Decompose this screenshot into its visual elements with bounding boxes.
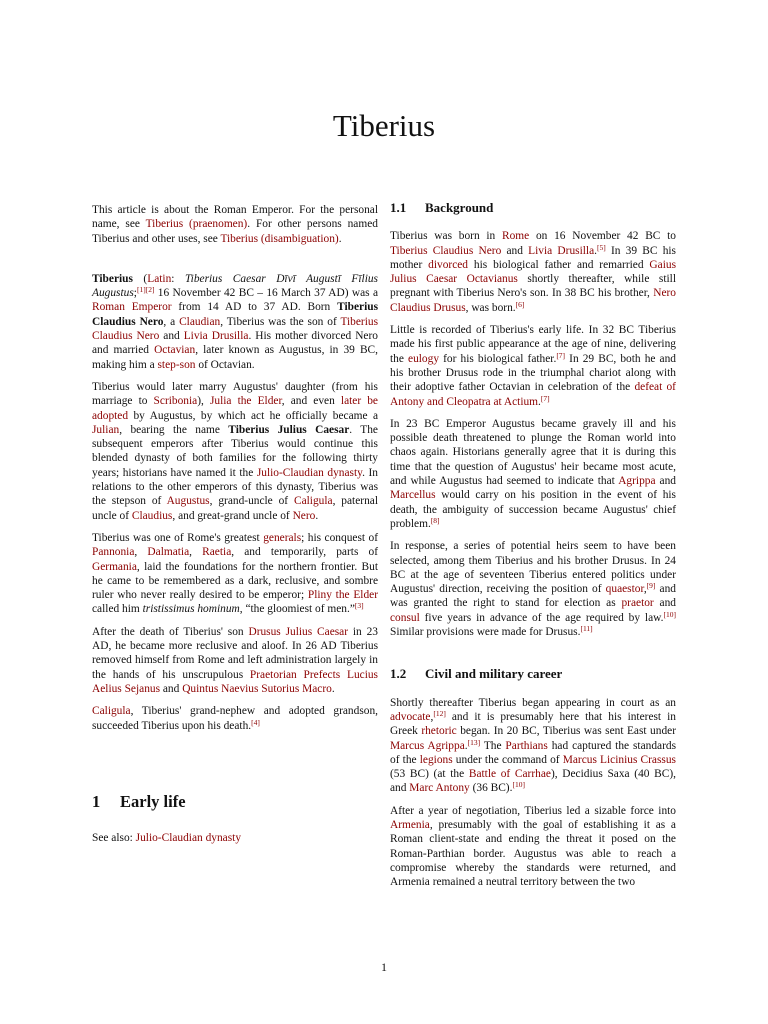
citation-link[interactable]: [4] [251,717,260,727]
text-run: ; [133,287,137,300]
text-run: , laid the foundations for the northern frontier. But he came to be remembered as a dark, reclusive, and sombre ruler who never really desired to be emperor; [92,560,378,602]
text-run: In response, a series of potential heirs seem to have been selected, among them Tiberius and his brother Drusus. In 24 BC at the age of seventeen Tiberius entered politics under Augustus' direction, receiving the position of [390,540,676,596]
section-number: 1 [92,791,101,811]
hatnote [92,203,378,246]
text-run: . For other persons named Tiberius and other uses, see [92,218,378,245]
wiki-link[interactable]: Claudian [179,315,221,328]
wiki-link[interactable]: Gaius Julius Caesar Octavianus [390,258,676,286]
wiki-link[interactable]: divorced [428,258,469,271]
citation-link[interactable]: [11] [580,624,593,634]
body-paragraph [390,417,676,531]
wiki-link[interactable]: Roman Emperor [92,301,172,314]
text-run: ), Decidius Saxa (40 BC), and [390,768,676,795]
wiki-link[interactable]: step-son [157,358,196,371]
text-run: . [331,682,335,695]
citation-link[interactable]: [1] [136,285,146,295]
text-run: After the death of Tiberius' son [92,625,249,638]
text-run: . [594,244,597,257]
text-run: , paternal uncle of [92,495,378,522]
text-run: and [160,682,183,695]
text-run: See also: [92,832,136,845]
text-run: Similar provisions were made for Drusus. [390,626,581,639]
wiki-link[interactable]: Julio-Claudian dynasty [256,466,363,479]
text-run: , was born. [465,301,516,314]
text-run: . [538,395,541,408]
citation-link[interactable]: [2] [145,285,155,295]
wiki-link[interactable]: eulogy [408,352,440,365]
text-run: his biological father and remarried [468,258,650,271]
body-paragraph [92,531,378,617]
text-run: Tiberius was born in [390,230,502,243]
text-run: ; his conquest of [301,531,379,544]
wiki-link[interactable]: Claudius [131,509,173,522]
text-run: In 39 BC his mother [390,244,676,271]
body-paragraph [390,539,676,639]
wiki-link[interactable]: Octavian [154,344,196,357]
page-title: Tiberius [332,108,436,143]
text-run: Shortly thereafter Tiberius began appearing in court as an [390,696,676,709]
wiki-link[interactable]: Marc Antony [409,782,470,795]
right-column [390,201,676,897]
text-run: , [189,546,203,559]
text-run: , bearing the name [119,423,229,436]
wiki-link[interactable]: Tiberius (disambiguation) [220,232,339,245]
italic-term: tristissimus hominum [142,603,240,616]
text-run: Tiberius would later marry Augustus' daughter (from his marriage to [92,380,378,408]
text-run: , Tiberius was the son of [220,315,341,328]
citation-link[interactable]: [5] [597,242,606,252]
text-run: , presumably with the goal of establishing it as a Roman client-state and ending the threat it posed on the Roman-Parthian border. Augustus was able to reach a compromise whereby the standards were returned, and Armenia remained a neutral territory between the two [390,818,676,889]
citation-link[interactable]: [6] [515,299,525,309]
citation-link[interactable]: [10] [512,780,525,790]
text-run: had captured the standards of the [390,739,676,766]
text-run: Tiberius was one of Rome's greatest [92,531,264,544]
wiki-link[interactable]: later be adopted [92,395,378,422]
text-run: In 29 BC, both he and his brother Drusus rode in the triumphal chariot along with their adoptive father Octavian in celebration of the [390,352,676,394]
text-run: would carry on his position in the event of his death, the ambiguity of succession became Augustus' chief problem. [390,489,676,530]
wiki-link[interactable]: Lucius Aelius Sejanus [92,668,378,695]
subsection-heading-background [390,201,676,215]
text-run: , [134,546,148,559]
wiki-link[interactable]: defeat of Antony and Cleopatra at Actium [390,381,676,408]
wiki-link[interactable]: Quintus Naevius Sutorius Macro [182,682,332,695]
bold-term: Tiberius Claudius Nero [92,301,378,328]
citation-link[interactable]: [9] [646,581,656,591]
wiki-link[interactable]: generals [263,531,302,544]
text-run: and [159,330,184,343]
wiki-link[interactable]: Armenia [390,818,430,831]
text-run: , later known as Augustus, in 39 BC, making him a [92,344,378,371]
wiki-link[interactable]: Julian [92,423,120,436]
left-column [92,203,378,853]
wiki-link[interactable]: Nero Claudius Drusus [390,287,676,314]
wiki-link[interactable]: Tiberius Claudius Nero [390,244,502,257]
citation-link[interactable]: [7] [540,393,550,403]
wiki-link[interactable]: Latin [147,272,172,285]
wiki-link[interactable]: rhetoric [421,725,457,738]
body-paragraph [390,323,676,409]
body-paragraph [92,704,378,733]
wiki-link[interactable]: Praetorian Prefects [249,668,341,681]
italic-term: Tiberius Caesar Dīvī Augustī Fīlius Augustus [92,272,378,300]
wiki-link[interactable]: Augustus [166,495,210,508]
text-run: from 14 AD to 37 AD. Born [171,301,338,314]
text-run: . In relations to the other emperors of this dynasty, Tiberius was the stepson of [92,466,378,508]
text-run: for his biological father. [439,352,557,365]
subsection-heading-civil-military-career [390,667,676,681]
wiki-link[interactable]: Pannonia [92,546,135,559]
citation-link[interactable]: [8] [430,515,440,525]
wiki-link[interactable]: Raetia [202,546,232,559]
text-run: , and even [281,395,341,408]
wiki-link[interactable]: Marcus Licinius Crassus [562,753,676,766]
section-title: Early life [120,791,186,811]
subsection-title: Background [425,200,494,215]
text-run: (36 BC). [469,782,513,795]
text-run: . [464,739,468,752]
wiki-link[interactable]: Drusus Julius Caesar [248,625,349,638]
wiki-link[interactable]: legions [419,753,453,766]
text-run: ), [197,395,210,408]
text-run: and was granted the right to stand for election as [390,583,676,610]
wiki-link[interactable]: Marcus Agrippa [390,739,465,752]
wiki-link[interactable]: Tiberius (praenomen) [145,218,248,231]
wiki-link[interactable]: Agrippa [618,475,656,488]
wiki-link[interactable]: Caligula [293,495,333,508]
wiki-link[interactable]: advocate [390,710,431,723]
wiki-link[interactable]: Germania [92,560,137,573]
wiki-link[interactable]: Marcellus [390,489,436,502]
wiki-link[interactable]: Nero [292,509,316,522]
text-run: Little is recorded of Tiberius's early life. In 32 BC Tiberius made his first public appearance at the age of nine, delivering the [390,324,676,365]
subsection-title: Civil and military career [425,666,563,682]
text-run: . The subsequent emperors after Tiberius would continue this blended dynasty of both families for the following thirty years; historians have named it the [92,423,378,479]
citation-link[interactable]: [12] [433,708,446,718]
text-run: shortly thereafter, while still pregnant with Tiberius Nero's son. In 38 BC his brother, [390,273,676,300]
text-run: began. In 20 BC, Tiberius was sent East under [456,725,676,738]
wiki-link[interactable]: consul [390,611,420,624]
wiki-link[interactable]: Scribonia [153,395,198,408]
citation-link[interactable]: [13] [467,737,481,747]
citation-link[interactable]: [3] [354,601,364,611]
bold-term: Tiberius Julius Caesar [228,423,350,436]
text-run: , [430,710,434,723]
text-run: five years in advance of the age required by law. [419,611,664,624]
text-run: , Tiberius' grand-nephew and adopted grandson, succeeded Tiberius upon his death. [92,705,378,732]
body-paragraph [92,380,378,523]
citation-link[interactable]: [10] [663,609,676,619]
text-run: , a [163,315,180,328]
wiki-link[interactable]: Dalmatia [147,546,190,559]
text-run: , grand-uncle of [209,495,294,508]
wiki-link[interactable]: Battle of Carrhae [468,768,551,781]
text-run: The [480,739,506,752]
wiki-link[interactable]: Caligula [92,705,131,718]
text-run: under the command of [452,753,563,766]
body-paragraph [390,696,676,796]
text-run: In 23 BC Emperor Augustus became gravely ill and his possible death threatened to plunge the Roman world into chaos again. Historians generally agree that it is during this time that the question of Augustus' heir became most acute, and while Augustus had seemed to indicate that [390,417,676,488]
text-run: : [171,272,185,285]
wiki-link[interactable]: Julia the Elder [209,395,282,408]
text-run: and [653,597,677,610]
text-run: After a year of negotiation, Tiberius led a sizable force into [390,804,676,817]
text-run: (53 BC) (at the [390,768,469,781]
wiki-link[interactable]: Parthians [505,739,548,752]
text-run: 16 November 42 BC – 16 March 37 AD) was a [154,287,378,300]
text-run: , and temporarily, parts of [231,546,379,559]
wiki-link[interactable]: Pliny the Elder [307,589,378,602]
body-paragraph [92,625,378,696]
text-run: and it is presumably here that his interest in Greek [390,710,676,738]
lead-paragraph [92,272,378,372]
see-also [92,831,378,845]
wiki-link[interactable]: praetor [621,597,654,610]
subsection-number: 1.1 [390,200,407,215]
text-run: and [501,244,529,257]
body-paragraph [390,804,676,890]
wiki-link[interactable]: Julio-Claudian dynasty [135,832,242,845]
subsection-number: 1.2 [390,666,407,682]
page-number: 1 [381,960,387,974]
text-run: called him [92,603,143,616]
wiki-link[interactable]: Rome [502,230,530,243]
text-run: and [655,475,676,488]
text-run: by Augustus, by which act he officially became a [128,409,378,422]
text-run: . [338,232,342,245]
text-run: of Octavian. [195,358,255,371]
text-run: . His mother divorced Nero and married [92,330,378,357]
body-paragraph [390,229,676,315]
wiki-link[interactable]: quaestor [605,583,644,596]
text-run: ( [132,272,148,285]
text-run: This article is about the Roman Emperor. For the personal name, see [92,204,378,231]
citation-link[interactable]: [7] [556,350,566,360]
wiki-link[interactable]: Livia Drusilla [183,330,249,343]
text-run [340,669,347,681]
text-run: , “the gloomiest of men.” [239,603,355,616]
bold-term: Tiberius [92,272,133,285]
text-run: in 23 AD, he became more reclusive and aloof. In 26 AD Tiberius removed himself from Rome and left administration largely in the hands of his unscrupulous [92,625,378,681]
text-run: on 16 November 42 BC to [529,230,676,243]
text-run: , [643,583,647,596]
wiki-link[interactable]: Tiberius Claudius Nero [92,315,378,343]
wiki-link[interactable]: Livia Drusilla [528,244,595,257]
text-run: , and great-grand uncle of [172,509,293,522]
text-run: . [315,509,319,522]
section-heading-early-life [92,791,378,811]
